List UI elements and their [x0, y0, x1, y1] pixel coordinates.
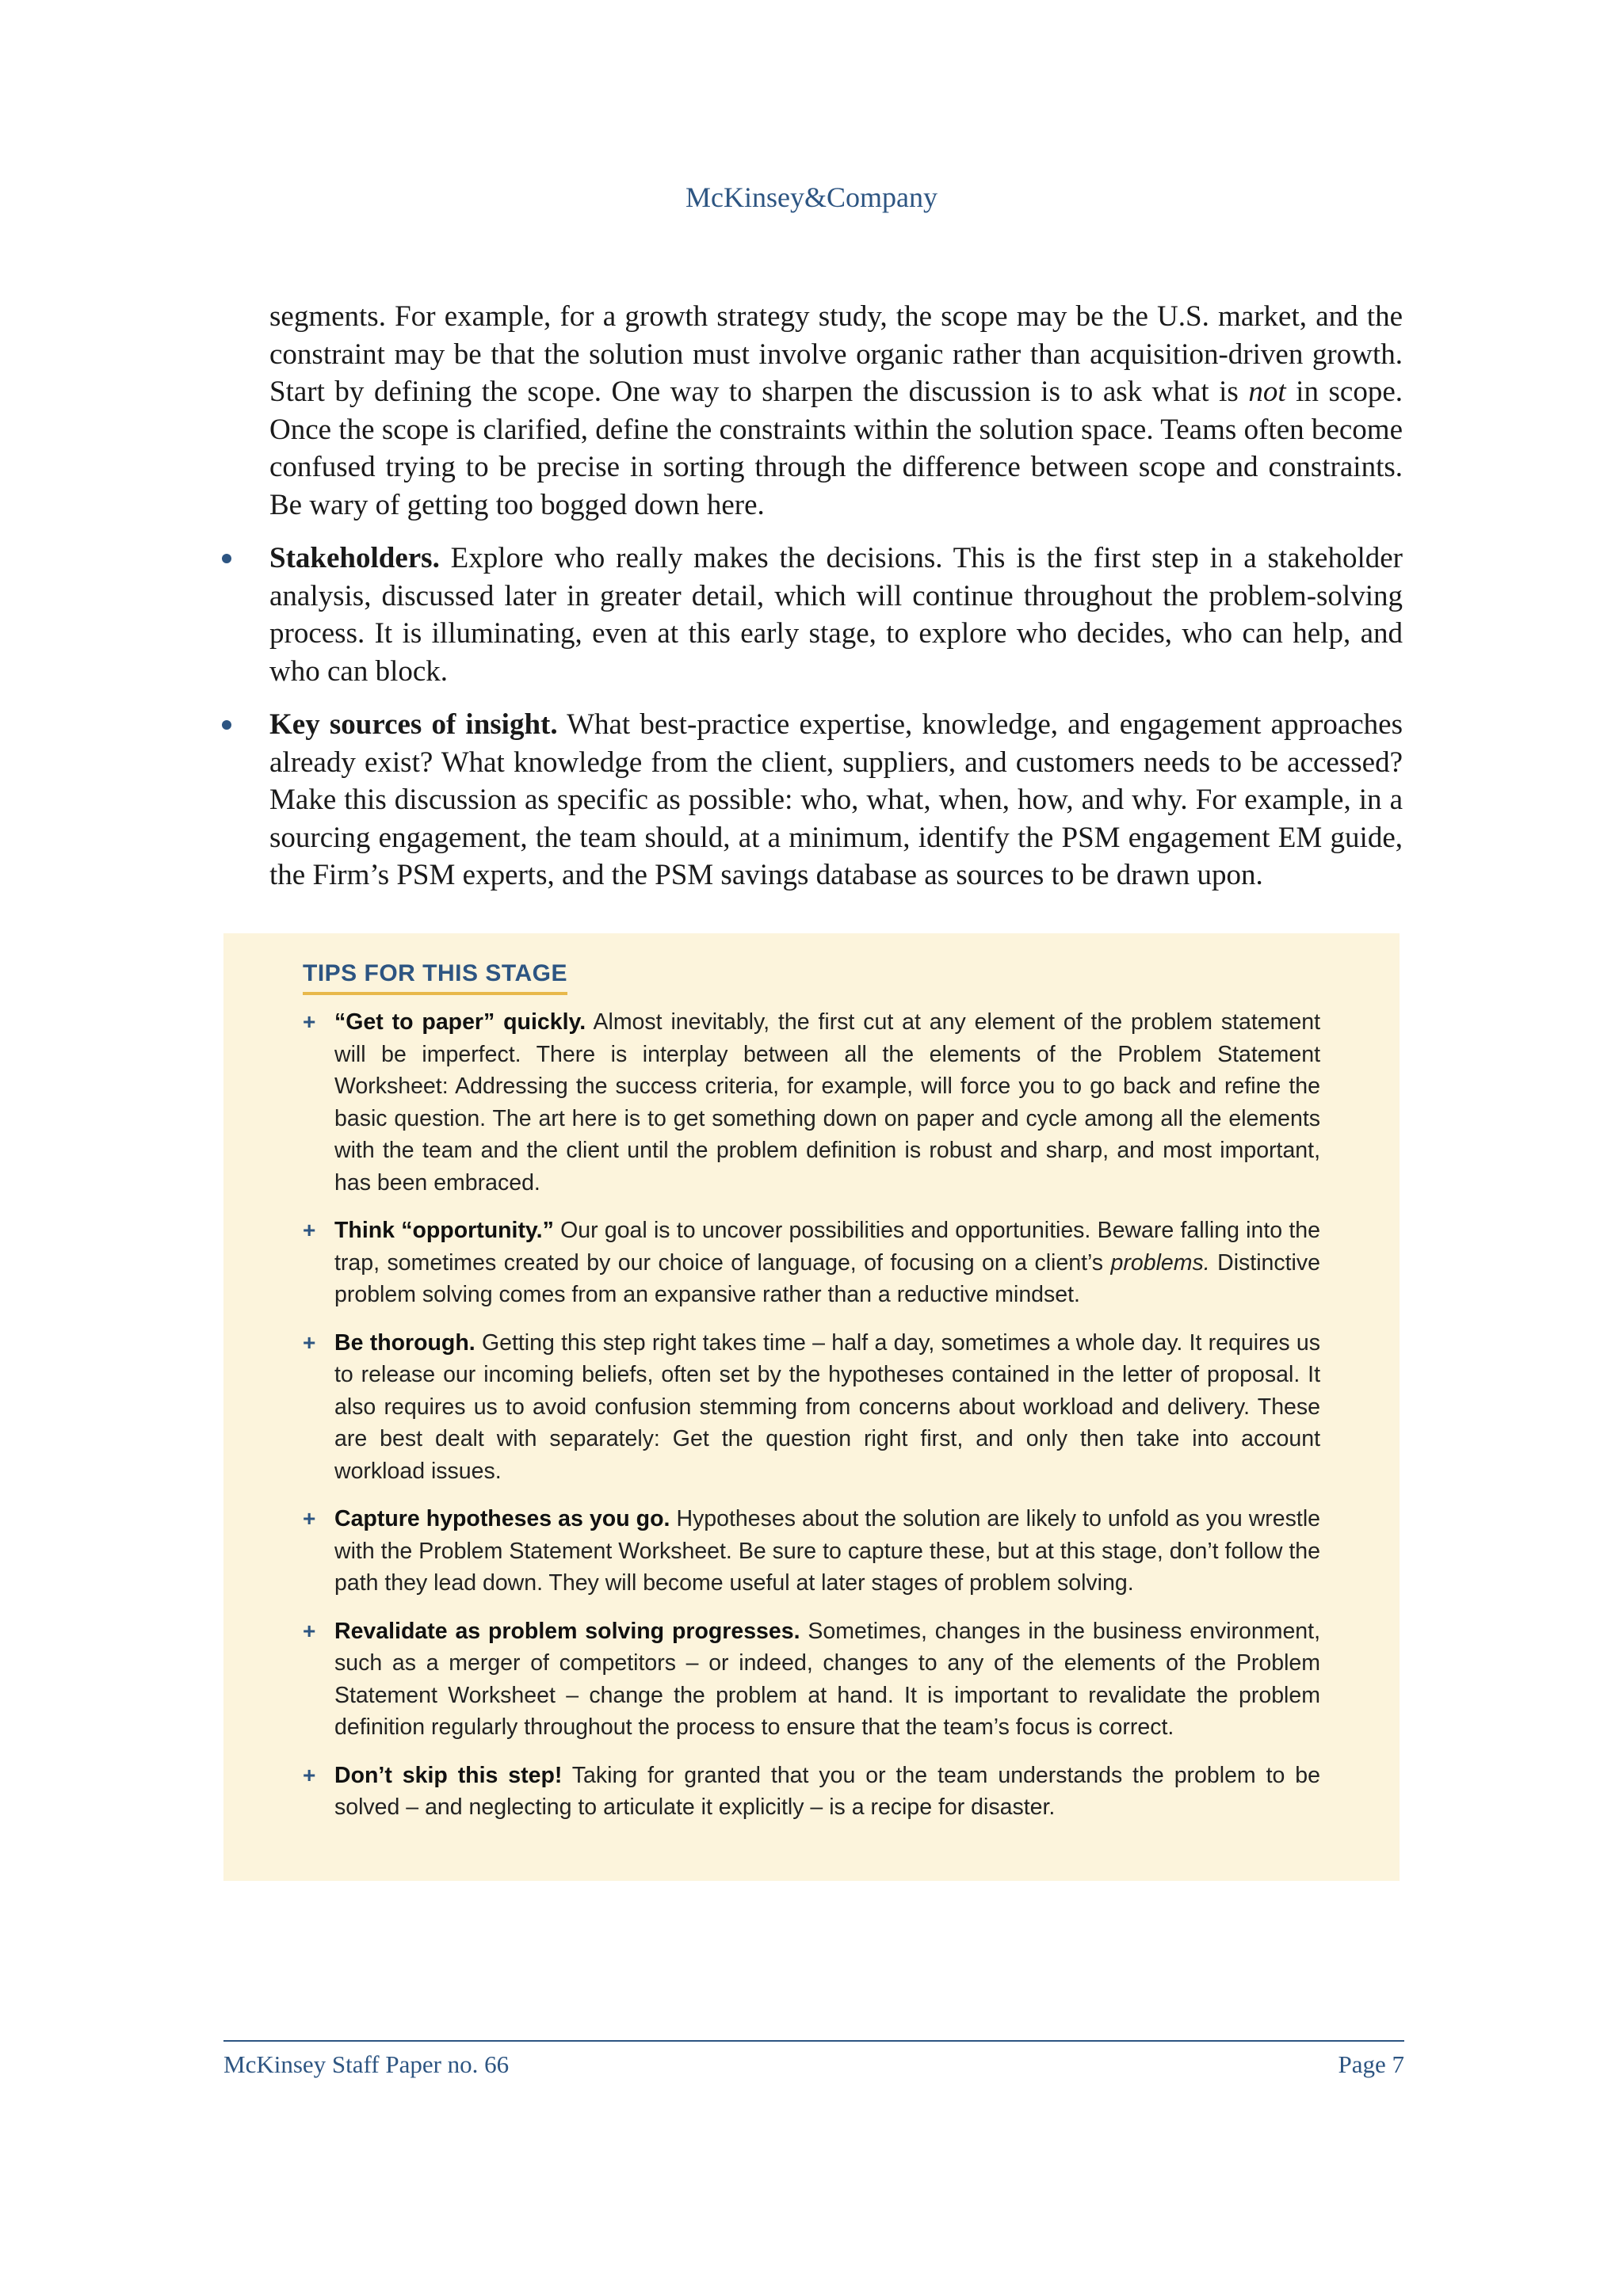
- tip-text: Getting this step right takes time – half a day, sometimes a whole day. It requires us to release our incoming beliefs, often set by the hypotheses contained in the letter of proposal. It also requires us to avoid confusion stemming from concerns about workload and delivery. These are best dealt with separately: Get the question right first, and only then take into account workload issues.: [334, 1329, 1320, 1484]
- tip-item: [303, 1503, 1320, 1600]
- footer-divider: [223, 2040, 1404, 2042]
- tip-text: Hypotheses about the solution are likely to unfold as you wrestle with the Problem Statement Worksheet. Be sure to capture these, but at this stage, don’t follow the path they lead down. They will become useful at later stages of problem solving.: [334, 1506, 1320, 1596]
- bullet-title: Stakeholders.: [269, 542, 440, 574]
- intro-text-start: segments. For example, for a growth strategy study, the scope may be the U.S. market, and the constraint may be that the solution must involve organic rather than acquisition-driven growth. Start by defining the scope. One way to sharpen the discussion is to ask what is: [269, 300, 1403, 408]
- tip-title: Think “opportunity.”: [334, 1218, 554, 1243]
- tips-box: [223, 933, 1400, 1881]
- intro-text-end: in scope. Once the scope is clarified, define the constraints within the solution space. Teams often become confused trying to be precise in sorting through the difference between scope and constraints. Be wary of getting too bogged down here.: [269, 376, 1403, 521]
- bullet-text: What best-practice expertise, knowledge, and engagement approaches already exist? What knowledge from the client, suppliers, and customers needs to be accessed? Make this discussion as specific as possible: who, what, when, how, and why. For example, in a sourcing engagement, the team should, at a minimum, identify the PSM engagement EM guide, the Firm’s PSM experts, and the PSM savings database as sources to be drawn upon.: [269, 708, 1403, 891]
- tip-text-end: Distinctive problem solving comes from an expansive rather than a reductive mindset.: [334, 1249, 1320, 1307]
- intro-emphasis: not: [1248, 376, 1286, 408]
- bullet-list: [269, 540, 1403, 894]
- tip-title: Don’t skip this step!: [334, 1762, 563, 1788]
- plus-icon: +: [303, 1329, 316, 1355]
- footer-page-number: Page 7: [1338, 2050, 1404, 2078]
- bullet-title: Key sources of insight.: [269, 708, 558, 741]
- plus-icon: +: [303, 1218, 316, 1242]
- tip-emphasis: problems.: [1110, 1249, 1210, 1276]
- tip-text: Taking for granted that you or the team understands the problem to be solved – and neglecting to articulate it explicitly – is a recipe for disaster.: [334, 1762, 1320, 1820]
- tip-item: [303, 1760, 1320, 1824]
- tips-heading: TIPS FOR THIS STAGE: [303, 960, 567, 995]
- bullet-dot-icon: [222, 720, 231, 730]
- page-header-brand: McKinsey&Company: [685, 181, 938, 213]
- plus-icon: +: [303, 1009, 316, 1034]
- bullet-dot-icon: [222, 554, 231, 563]
- tips-list: [303, 1006, 1320, 1840]
- plus-icon: +: [303, 1506, 316, 1531]
- plus-icon: +: [303, 1762, 316, 1787]
- tip-item: [303, 1327, 1320, 1488]
- footer-paper-title: McKinsey Staff Paper no. 66: [223, 2050, 510, 2078]
- plus-icon: +: [303, 1618, 316, 1643]
- tip-text: Sometimes, changes in the business environment, such as a merger of competitors – or indeed, changes to any of the elements of the Problem Statement Worksheet – change the problem at hand. It is important to revalidate the problem definition regularly throughout the process to ensure that the team’s focus is correct.: [334, 1618, 1320, 1740]
- tip-title: “Get to paper” quickly.: [334, 1009, 586, 1035]
- tip-title: Revalidate as problem solving progresses.: [334, 1618, 800, 1644]
- tip-text: Almost inevitably, the first cut at any element of the problem statement will be imperfect. There is interplay between all the elements of the Problem Statement Worksheet: Addressing the success criteria, for example, will force you to go back and refine the basic question. The art here is to get something down on paper and cycle among all the elements with the team and the client until the problem definition is robust and sharp, and most important, has been embraced.: [334, 1009, 1320, 1196]
- tip-title: Be thorough.: [334, 1329, 475, 1356]
- tip-item: [303, 1615, 1320, 1744]
- bullet-text: Explore who really makes the decisions. This is the first step in a stakeholder analysis, discussed later in greater detail, which will continue throughout the problem-solving process. It is illuminating, even at this early stage, to explore who decides, who can help, and who can block.: [269, 542, 1403, 688]
- tip-item: [303, 1006, 1320, 1199]
- tip-item: [303, 1215, 1320, 1311]
- tip-title: Capture hypotheses as you go.: [334, 1506, 670, 1531]
- tip-text: Our goal is to uncover possibilities and opportunities. Beware falling into the trap, sometimes created by our choice of language, of focusing on a client’s: [334, 1218, 1320, 1276]
- body-text: [269, 298, 1403, 894]
- intro-paragraph: [269, 298, 1403, 524]
- bullet-item-key-sources: [269, 706, 1403, 894]
- bullet-item-stakeholders: [269, 540, 1403, 690]
